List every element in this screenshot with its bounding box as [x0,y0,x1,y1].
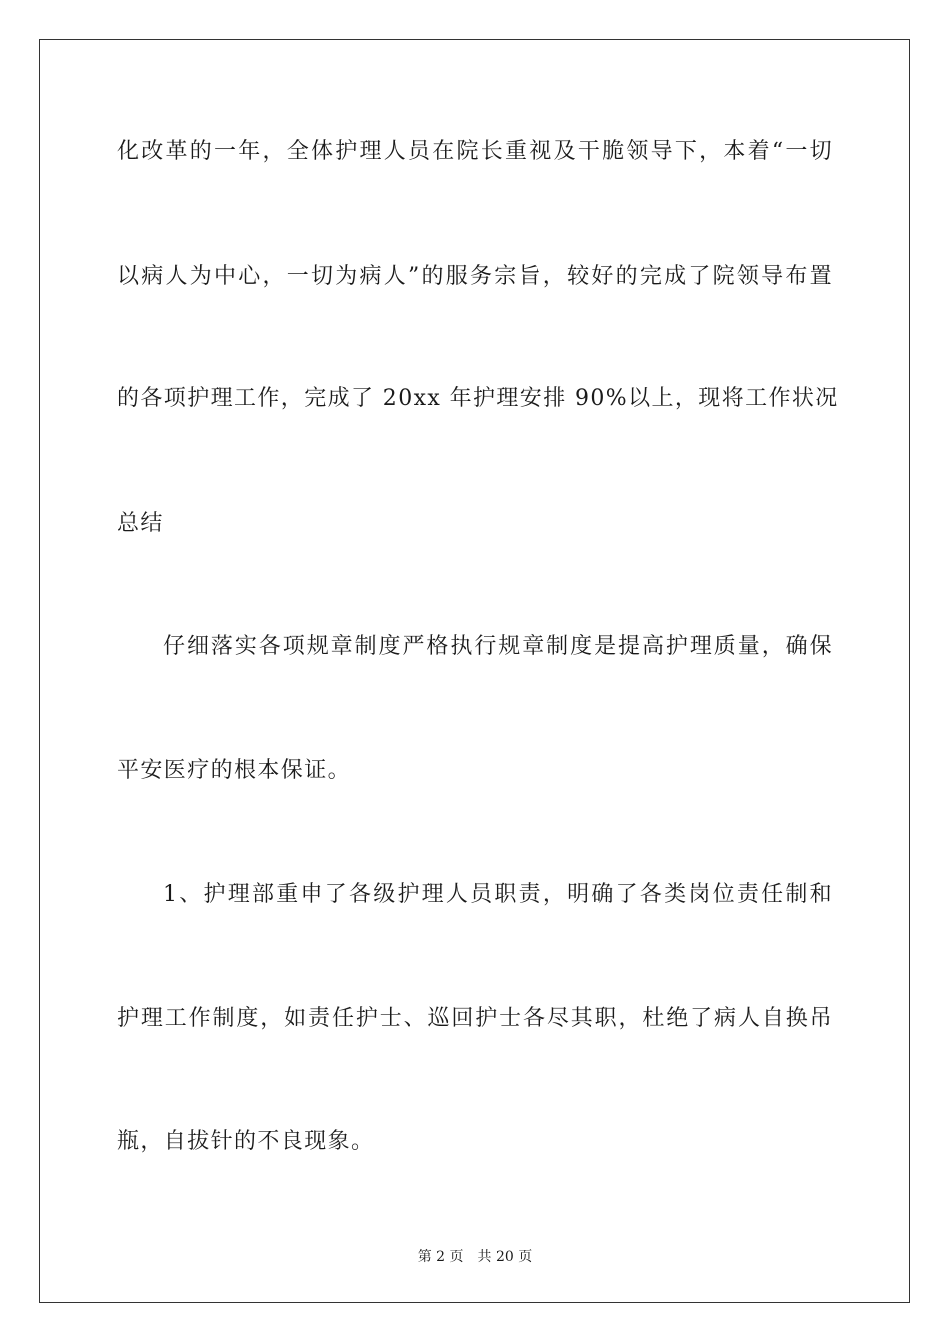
paragraph-3-line-3: 瓶，自拔针的不良现象。 [117,1129,375,1154]
paragraph-1-line-4: 总结 [117,511,164,536]
paragraph-1-line-3: 的各项护理工作，完成了 20xx 年护理安排 90%以上，现将工作状况 [117,386,839,411]
page-total: 共 20 页 [477,1249,533,1265]
page-border [39,39,910,1303]
page-footer [0,1248,950,1266]
paragraph-2-line-2: 平安医疗的根本保证。 [117,758,352,783]
paragraph-3-line-1: 1、护理部重申了各级护理人员职责，明确了各类岗位责任制和 [163,882,833,907]
page-number: 第 2 页 [417,1249,464,1265]
paragraph-3-line-2: 护理工作制度，如责任护士、巡回护士各尽其职，杜绝了病人自换吊 [117,1006,833,1031]
paragraph-1-line-1: 化改革的一年，全体护理人员在院长重视及干脆领导下，本着“一切 [117,139,833,164]
paragraph-2-line-1: 仔细落实各项规章制度严格执行规章制度是提高护理质量，确保 [163,634,833,659]
paragraph-1-line-2: 以病人为中心，一切为病人”的服务宗旨，较好的完成了院领导布置 [117,264,833,289]
